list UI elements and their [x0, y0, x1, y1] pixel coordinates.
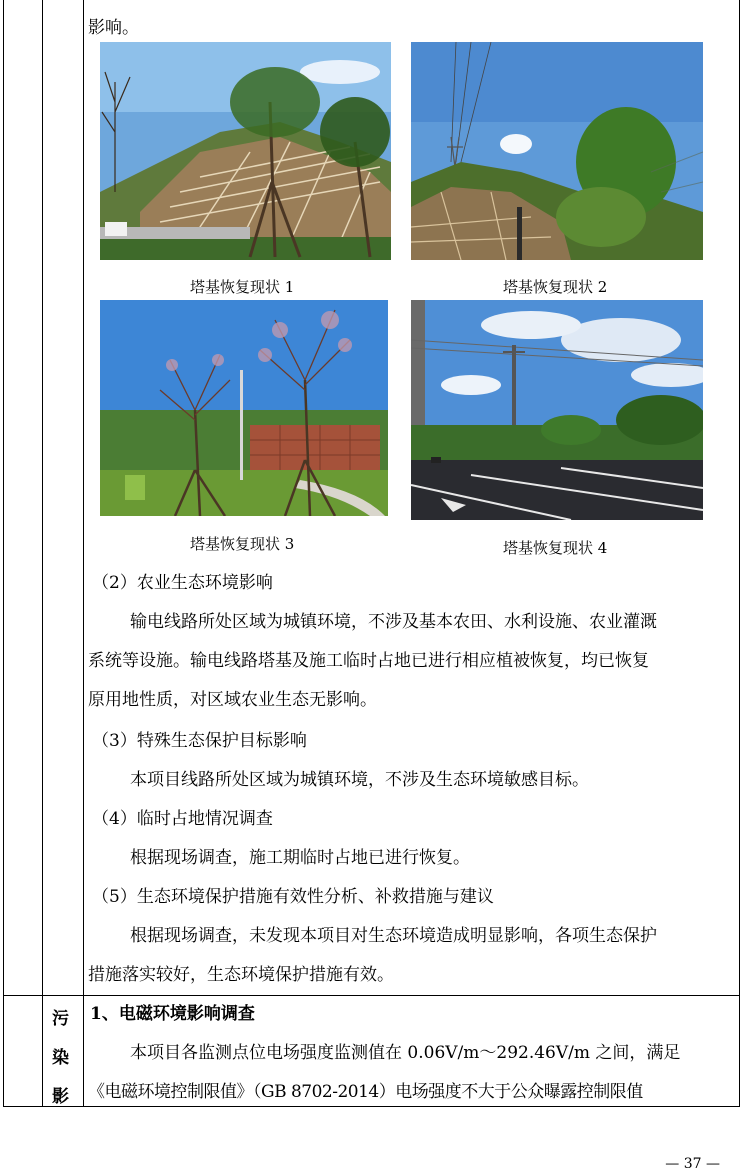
- table-left-border: [3, 0, 4, 1107]
- section-3-line-1: 本项目线路所处区域为城镇环境，不涉及生态环境敏感目标。: [130, 770, 589, 790]
- page-number: — 37 —: [665, 1156, 720, 1172]
- section-2-line-2: 系统等设施。输电线路塔基及施工临时占地已进行相应植被恢复，均已恢复: [88, 651, 649, 671]
- electromagnetic-line-2: 《电磁环境控制限值》（GB 8702-2014）电场强度不大于公众曝露控制限值: [88, 1082, 643, 1102]
- photo-caption-4: 塔基恢复现状 4: [503, 539, 608, 557]
- section-2-heading: （2）农业生态环境影响: [92, 573, 273, 593]
- side-heading-char-1: 污: [52, 1009, 69, 1029]
- section-2-line-1: 输电线路所处区域为城镇环境，不涉及基本农田、水利设施、农业灌溉: [130, 612, 657, 632]
- table-column-divider-2: [83, 0, 84, 1107]
- section-3-heading: （3）特殊生态保护目标影响: [92, 731, 307, 751]
- row-divider: [3, 995, 740, 996]
- side-heading-char-2: 染: [52, 1048, 69, 1068]
- section-5-heading: （5）生态环境保护措施有效性分析、补救措施与建议: [92, 887, 494, 907]
- intro-tail-text: 影响。: [88, 18, 139, 38]
- photo-caption-2: 塔基恢复现状 2: [503, 278, 608, 296]
- table-bottom-border: [3, 1106, 740, 1107]
- section-5-line-1: 根据现场调查，未发现本项目对生态环境造成明显影响，各项生态保护: [130, 926, 657, 946]
- photo-tower-restoration-2: [411, 42, 703, 260]
- electromagnetic-heading: 1、电磁环境影响调查: [90, 1004, 255, 1024]
- table-right-border: [739, 0, 740, 1107]
- section-2-line-3: 原用地性质，对区域农业生态无影响。: [88, 690, 377, 710]
- photo-tower-restoration-3: [100, 300, 388, 516]
- photo-caption-1: 塔基恢复现状 1: [190, 278, 295, 296]
- electromagnetic-line-1: 本项目各监测点位电场强度监测值在 0.06V/m～292.46V/m 之间，满足: [130, 1043, 681, 1063]
- section-4-heading: （4）临时占地情况调查: [92, 809, 273, 829]
- photo-caption-3: 塔基恢复现状 3: [190, 535, 295, 553]
- side-heading-char-3: 影: [52, 1087, 69, 1107]
- section-5-line-2: 措施落实较好，生态环境保护措施有效。: [88, 965, 394, 985]
- photo-tower-restoration-1: [100, 42, 391, 260]
- photo-tower-restoration-4: [411, 300, 703, 520]
- table-column-divider-1: [42, 0, 43, 1107]
- section-4-line-1: 根据现场调查，施工期临时占地已进行恢复。: [130, 848, 470, 868]
